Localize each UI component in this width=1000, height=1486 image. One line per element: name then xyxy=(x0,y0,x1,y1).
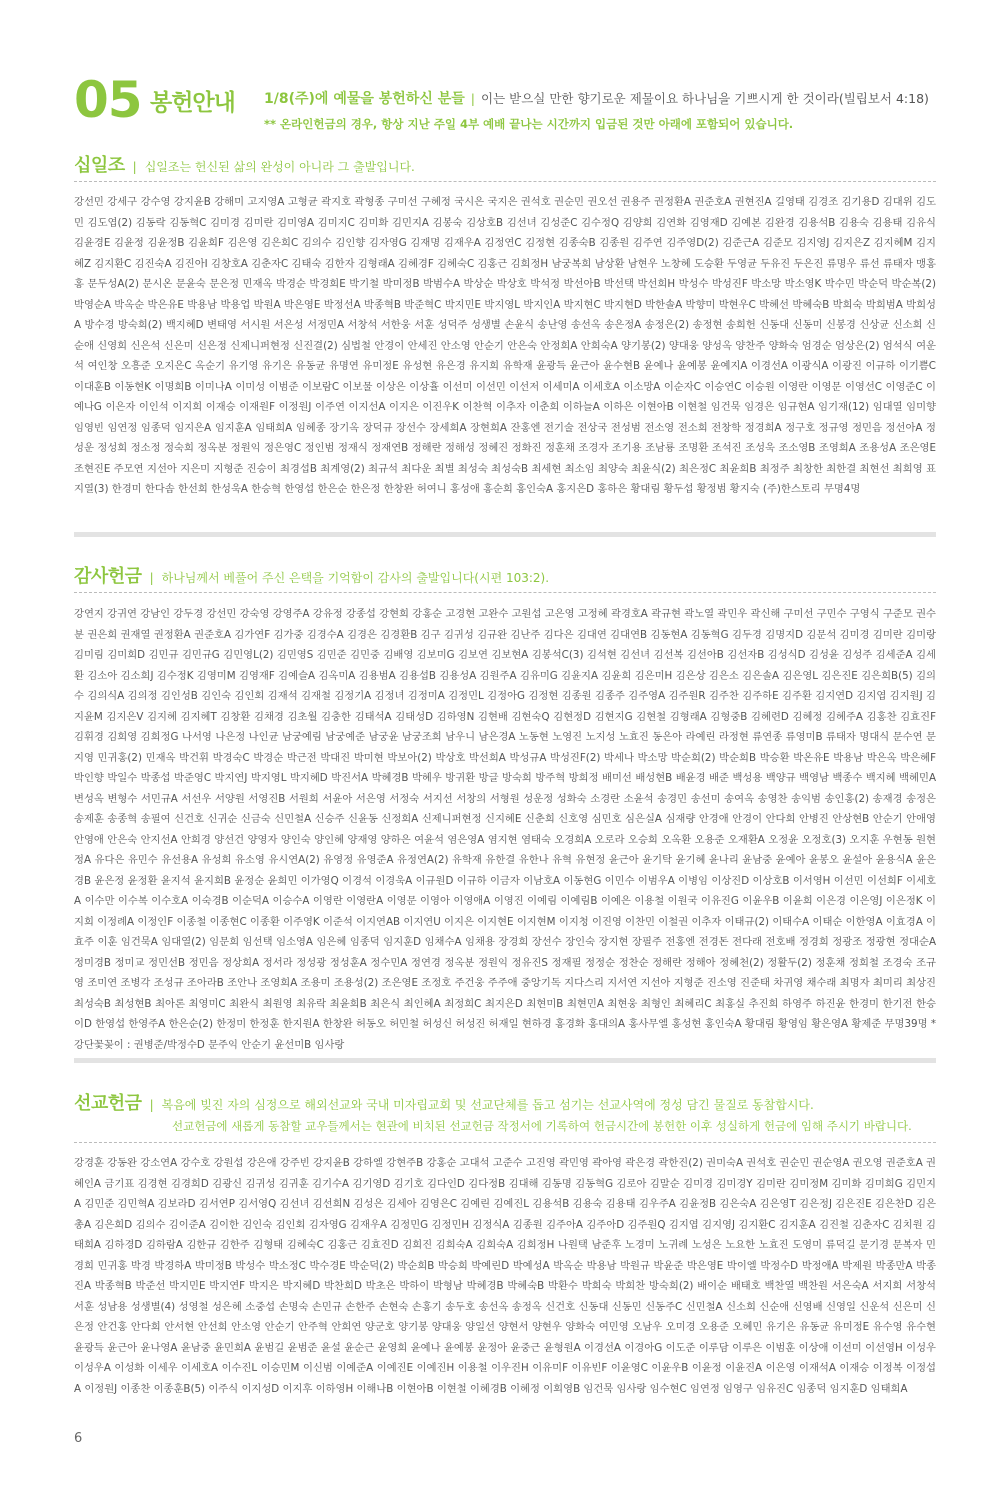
header-verse: 이는 받으실 만한 향기로운 제물이요 하나님을 기쁘시게 한 것이라(빌립보서 4:18) xyxy=(481,91,929,106)
section-rule xyxy=(74,532,936,537)
heading-separator: | xyxy=(132,160,137,174)
mission-divider xyxy=(74,1142,936,1143)
page-number: 6 xyxy=(74,1431,83,1446)
offering-header xyxy=(74,71,954,136)
thanks-donor-list: 강연지 강귀연 강남인 강두경 강선민 강숙영 강영주A 강유정 강종섭 강현희 강홍순 고경현 고완수 고원섭 고은영 고정혜 곽경호A 곽규현 곽노열 곽민우 곽신해 구미선 구민수 구영식 구준모 권수분 권은희 권재열 권정환A 권준호A 김가연F 김가중 김경수A 김경은 김경환B 김구 김귀성 김규완 김난주 김다은 김대연 김대연B 김동현A 김동혁G 김두경 김명지D 김문석 김미경 김미란 김미랑 김미림 김미희D 김민규 김민규G 김민영L(2) 김민영S 김민준 김민중 김배영 김보미G 김보연 김보현A 김봉석C(3) 김석현 김선녀 김선복 김선아B 김선자B 김성식D 김성윤 김성주 김세준A 김세환 김소아 김소희J 김수정K 김영미M 김영재F 김예슬A 김옥미A 김용범A 김용섭B 김용성A 김원주A 김유미G 김윤지A 김윤희 김은미H 김은상 김은소 김은솔A 김은영L 김은진E 김은희B(5) 김의수 김의식A 김의정 김인성B 김인숙 김인회 김재석 김재철 김정기A 김정녀 김정미A 김정민L 김정아G 김정현 김종원 김종주 김주영A 김주원R 김주찬 김주하E 김주환 김지연D 김지엽 김지원J 김지윤M 김지은V 김지혜 김지혜T 김창환 김채경 김초월 김충한 김태석A 김태성D 김하영N 김현배 김현숙Q 김현정D 김현지G 김현철 김형래A 김형중B 김혜련D 김혜정 김혜주A 김홍찬 김효진F 김휘경 김희영 김희정G 나서영 나은정 나인균 남궁예림 남궁예준 남궁윤 남궁조희 남우니 남은경A 노동현 노영진 노지성 노효진 동은아 라예린 라정현 류연종 류영미B 류태자 명대식 문수연 문지영 민귀홍(2) 민재옥 박건휘 박경숙C 박경순 박근전 박대진 박미현 박보아(2) 박상호 박선희A 박성규A 박성진F(2) 박세나 박소망 박순희(2) 박순희B 박승환 박온유E 박용남 박은옥 박은혜F 박인향 박일수 박종섭 박준영C 박지연J 박지영L 박지혜D 박진서A 박혜경B 박혜우 방귀환 방글 방숙희 방주혁 방희정 배미선 배성현B 배윤경 배준 백성용 백양규 백영남 백종수 백지혜 백혜민A 변성옥 변형수 서민규A 서선우 서양원 서영진B 서원희 서윤아 서은영 서정숙 서지선 서창의 서형원 성운정 성화숙 소경란 소윤석 송경민 송선미 송여옥 송영찬 송익범 송인홍(2) 송재경 송정은 송제훈 송종혁 송필여 신건호 신귀순 신금숙 신민철A 신승주 신윤동 신정희A 신제니퍼현정 신지혜E 신춘희 신호영 심민호 심은실A 심재량 안경애 안경이 안다희 안병진 안상현B 안순기 안애영 안영애 안은숙 안지선A 안희경 양선건 양영자 양인숙 양인혜 양재영 양하은 여윤석 염은영A 염지현 염태숙 오경희A 오로라 오승희 오옥환 오용준 오재환A 오정윤 오정호(3) 오지훈 우현동 원현정A 유다은 유민수 유선용A 유성희 유소영 유시연A(2) 유영정 유영준A 유정연A(2) 유학재 유한결 유한나 유혁 유현정 윤근아 윤기탁 윤기혜 윤나리 윤남중 윤예아 윤봉오 윤설아 윤용식A 윤은경B 윤은정 윤정환 윤지석 윤지희B 윤정순 윤희민 이가영Q 이경석 이경욱A 이규원D 이규하 이금자 이남호A 이동현G 이민수 이범우A 이병임 이상진D 이상호B 이서영H 이선민 이선희F 이세호A 이수만 이수복 이수호A 이숙경B 이순덕A 이승수A 이영란 이영란A 이영문 이영아 이영애A 이영진 이예림 이예림B 이예은 이용철 이원국 이유진G 이윤우B 이윤희 이은경 이은영J 이은정K 이지희 이정례A 이정인F 이종철 이종현C 이종환 이주영K 이준석 이지연AB 이지연U 이지은 이지현E 이지현M 이지청 이진영 이찬민 이철권 이추자 이태규(2) 이태수A 이태순 이한영A 이효경A 이효주 이훈 임건묵A 임대열(2) 임문희 임선택 임소영A 임은혜 임종덕 임지훈D 임채수A 임채용 장경희 장선수 장인숙 장지현 장필주 전홍엔 전경돈 전다래 전호배 정경희 정광조 정광현 정대순A 정미경B 정미교 정민선B 정민음 정상희A 정서라 정성광 정성훈A 정수민A 정연경 정옥분 정원익 정유진S 정재필 정정순 정찬순 정해란 정해아 정혜천(2) 정활두(2) 정훈채 정희철 조경숙 조규영 조미연 조병각 조성규 조아라B 조안나 조영희A 조용미 조용성(2) 조은영E 조정호 주건웅 주주애 중앙기독 지다스리 지서연 지선아 지형준 진소영 진준태 차귀영 채수래 최명자 최미리 최상진 최성숙B 최성현B 최아론 최영미C 최완식 최원영 최유락 최윤희B 최은식 최인혜A 최정희C 최지은D 최현미B 최현민A 최현웅 최형인 최혜리C 최홍실 추진희 하영주 하진윤 한경미 한기전 한승이D 한영섭 한영주A 한은순(2) 한정미 한정훈 한지원A 한창완 허동오 허민철 허성신 허성진 허재일 현하경 홍경화 홍대의A 홍사무엘 홍성현 홍인숙A 황대림 황영임 황은영A 황제준 무명39명 *강단꽃꽂이 : 권병준/박정수D 문주익 안순기 윤선미B 임사랑 xyxy=(74,608,936,1051)
section-number: 05 xyxy=(74,71,142,129)
thanks-subtitle: 하나님께서 베풀어 주신 은택을 기억함이 감사의 출발입니다(시편 103:2). xyxy=(161,571,550,585)
mission-donor-list: 강경훈 강동완 강소연A 강수호 강원섭 강은애 강주빈 강지윤B 강하엘 강현주B 강홍순 고대석 고준수 고진영 곽민영 곽아영 곽은경 곽한진(2) 권미숙A 권석호 권순민 권순영A 권오영 권준호A 권혜인A 금기표 김경현 김경희D 김광신 김귀성 김귀훈 김기수A 김기영D 김기호 김다인D 김다정B 김대해 김동명 김동혁G 김로아 김말순 김미경 김미경Y 김미란 김미정M 김미화 김미희G 김민지A 김민준 김민혁A 김보라D 김서연P 김서영Q 김선녀 김선희N 김성은 김세아 김영은C 김예린 김예진L 김용석B 김용숙 김용태 김우주A 김윤정B 김은숙A 김은영T 김은정J 김은진E 김은찬D 김은총A 김은희D 김의수 김이준A 김이한 김인숙 김인회 김자영G 김재우A 김정민G 김정민H 김정식A 김종원 김주아A 김주아D 김주원Q 김지엽 김지영J 김지환C 김지훈A 김진철 김춘자C 김치원 김태희A 김하경D 김하람A 김한규 김한주 김형태 김혜숙C 김홍근 김효진D 김희진 김희숙A 김희숙A 김희정H 나원택 남준후 노경미 노귀례 노성은 노요한 노효진 도영미 류덕길 문기경 문복자 민경희 민귀홍 박경 박경하A 박미정B 박성수 박소정C 박수경E 박순덕(2) 박순희B 박승희 박예린D 박예성A 박옥순 박용남 박원규 박윤준 박은영E 박이엘 박정수D 박정애A 박제원 박종만A 박종진A 박종혁B 박준선 박지민E 박지연F 박지은 박지혜D 박찬희D 박초은 박하이 박형남 박혜경B 박혜숙B 박환수 박희숙 박희찬 방숙희(2) 배이순 배태호 백찬열 백찬원 서은숙A 서지희 서창석 서훈 성남용 성생별(4) 성영철 성은혜 소중섭 손명숙 손민규 손한주 손현숙 손홍기 송두호 송선옥 송정옥 신건호 신동대 신동민 신동주C 신민철A 신소희 신순애 신영배 신영일 신운석 신은미 신은정 안건홍 안다희 안서현 안선희 안소영 안순기 안주혁 안희연 양군호 양기봉 양대웅 양일선 양현서 양현우 양화숙 여민영 오남우 오미경 오용준 오혜민 유기은 유동균 유미정E 유수영 유수현 윤광득 윤근아 윤나영A 윤남중 윤민희A 윤범길 윤범준 윤설 윤순근 윤영희 윤예나 윤예봉 윤정아 윤중근 윤형원A 이경선A 이경아G 이도준 이루담 이루은 이범훈 이상애 이선미 이선영H 이성우 이성우A 이성화 이세우 이세호A 이수진L 이승민M 이신범 이예준A 이예진E 이예진H 이용철 이우진H 이유미F 이유빈F 이윤영C 이윤우B 이윤정 이윤진A 이은영 이재석A 이재승 이정복 이정섭A 이정원J 이종찬 이종훈B(5) 이주식 이지성D 이지후 이하영H 이해나B 이현아B 이현철 이혜경B 이혜정 이회영B 임건묵 임사랑 임수현C 임연정 임영구 임유진C 임종덕 임지훈D 임태희A xyxy=(74,1157,936,1395)
mission-subtitle: 복음에 빚진 자의 심정으로 해외선교와 국내 미자립교회 및 선교단체를 돕고 섬기는 선교사역에 정성 담긴 물질로 동참합시다. xyxy=(161,1098,814,1112)
header-line xyxy=(264,90,929,108)
tithe-donor-list: 강선민 강세구 강수영 강지윤B 강해미 고지영A 고형균 곽지호 곽형종 구미선 구혜정 국시은 국지은 권석호 권순민 권오선 권용주 권정환A 권준호A 권현진A 길영태 김경조 김기용D 김대위 김도민 김도엽(2) 김동락 김동혁C 김미경 김미란 김미영A 김미지C 김미화 김민지A 김봉숙 김상호B 김선녀 김성준C 김수정Q 김양희 김연화 김영재D 김예본 김완경 김용석B 김용숙 김용태 김유식 김윤경E 김윤정 김윤정B 김윤희F 김은영 김은희C 김의수 김인향 김자영G 김재명 김재우A 김정연C 김정현 김종숙B 김종원 김주연 김주영D(2) 김준근A 김준모 김지영J 김지은Z 김지혜M 김지혜Z 김지환C 김진숙A 김진아I 김창호A 김춘자C 김태숙 김한자 김형래A 김혜경F 김혜숙C 김홍근 김희정H 남궁복희 남상환 남현우 노창혜 도승환 두영균 두유진 두은진 류명우 류선 류태자 맹홍홍 문두성A(2) 문시온 문윤숙 문은정 민재옥 박경순 박경희E 박기철 박미정B 박범수A 박상순 박상호 박석정 박선아B 박선택 박선희H 박성수 박성진F 박소망 박소영K 박수민 박순덕 박순복(2) 박영순A 박옥순 박은유E 박용남 박용업 박원A 박은영E 박정선A 박종혁B 박준혁C 박지민E 박지영L 박지인A 박지현C 박지현D 박한솔A 박향미 박현우C 박혜선 박혜숙B 박희숙 박희범A 박희성A 방수경 방숙희(2) 백지혜D 변태영 서시원 서은성 서정민A 서창석 서한웅 서훈 성덕주 성생별 손윤식 송난영 송선옥 송은정A 송정은(2) 송정현 송희헌 신동대 신동미 신봉경 신상균 신소희 신순애 신영희 신은석 신은미 신은정 신제니퍼현정 신진결(2) 심법철 안경이 안세진 안소영 안순기 안은숙 안정희A 안희숙A 양기봉(2) 양대웅 양성옥 양찬주 양화숙 엄경순 엄상은(2) 엄석식 여운석 여인창 오흥준 오지은C 옥순기 유기영 유기은 유동균 유명연 유미정E 유성현 유은경 유지희 유학재 윤광득 윤근아 윤수현B 윤예나 윤예봉 윤예지A 이경선A 이광식A 이광진 이규하 이기쁨C 이대훈B 이동현K 이명희B 이미나A 이미성 이범준 이보람C 이보물 이상은 이상휼 이선미 이선민 이선저 이세미A 이세호A 이소망A 이순자C 이승연C 이승원 이영란 이영문 이영선C 이영준C 이예나G 이은자 이인석 이지희 이재승 이재원F 이정원J 이주연 이지선A 이지은 이진우K 이찬혁 이추자 이춘희 이하늘A 이하은 이현아B 이현철 임건묵 임경은 임규현A 임기재(12) 임대열 임미향 임영빈 임연정 임종덕 임지은A 임지훈A 임태희A 임혜종 장기옥 장덕규 장선수 장세희A 장현희A 잔홍엔 전기술 전상국 전성범 전소영 전소희 전창학 정경희A 정구호 정규영 정민음 정선아A 정성운 정성희 정소정 정숙희 정옥분 정원익 정은영C 정인범 정재식 정재연B 정해란 정해성 정혜진 정화진 정훈채 조경자 조기용 조남룡 조명환 조석진 조성욱 조소영B 조영희A 조용성A 조은영E 조현진E 주모연 지선아 지은미 지형준 진승이 최경섭B 최계영(2) 최규석 최다운 최별 최성숙 최성숙B 최세현 최소임 최양숙 최윤식(2) 최은정C 최윤희B 최정주 최창한 최한결 최현선 최희영 표지열(3) 한경미 한다솜 한선희 한성욱A 한승혁 한영섭 한은순 한은정 한창완 허여니 홍성애 홍순희 홍인숙A 홍지은D 홍하은 황대림 황두섭 황정범 황지숙 (주)한스토리 무명4명 xyxy=(74,196,936,495)
heading-separator: | xyxy=(149,1098,154,1112)
tithe-title: 십일조 xyxy=(74,155,125,176)
offering-date: 1/8(주)에 예물을 봉헌하신 분들 xyxy=(264,91,465,107)
thanks-divider xyxy=(74,592,936,593)
mission-title: 선교헌금 xyxy=(74,1093,142,1114)
tithe-section-heading xyxy=(74,155,415,178)
tithe-subtitle: 십일조는 헌신된 삶의 완성이 아니라 그 출발입니다. xyxy=(144,160,415,174)
thanks-section-heading xyxy=(74,566,549,589)
mission-subtitle-2: 선교헌금에 새롭게 동참할 교우들께서는 현관에 비치된 선교헌금 작정서에 기록하여 헌금시간에 봉헌한 이후 성실하게 헌금에 임해 주시기 바랍니다. xyxy=(172,1119,912,1133)
header-separator: | xyxy=(470,91,475,106)
page-title: 봉헌안내 xyxy=(150,90,235,116)
thanks-title: 감사헌금 xyxy=(74,566,142,587)
online-note: ** 온라인헌금의 경우, 항상 지난 주일 4부 예배 끝나는 시간까지 입금된 것만 아래에 포함되어 있습니다. xyxy=(264,117,794,131)
mission-section-heading xyxy=(74,1093,814,1116)
heading-separator: | xyxy=(149,571,154,585)
tithe-divider xyxy=(74,181,936,182)
section-rule xyxy=(74,1058,936,1063)
